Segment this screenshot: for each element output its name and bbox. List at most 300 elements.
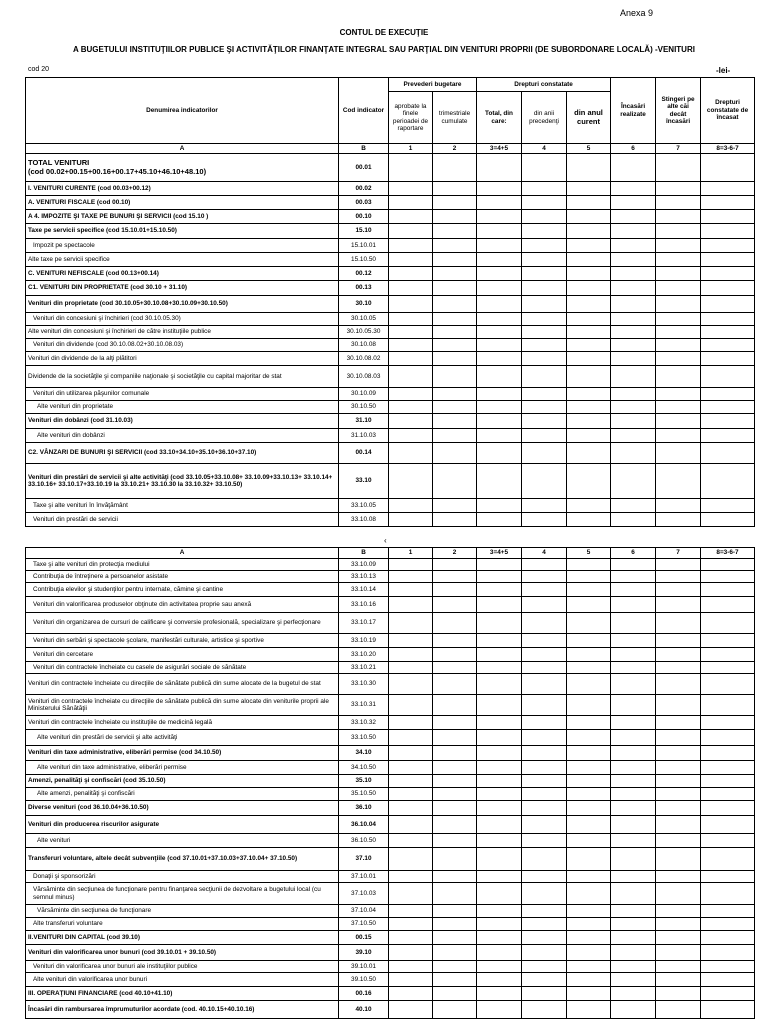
value-cell [567,388,611,401]
indicator-code: 00.13 [339,281,389,296]
value-cell [389,634,433,648]
table-row [26,613,755,634]
indicator-code: 37.10 [339,848,389,871]
table-row [26,931,755,945]
col-header-drepturi: Drepturi constatate [477,78,611,92]
value-cell [567,871,611,883]
value-cell [701,931,755,945]
value-cell [567,339,611,352]
value-cell [611,559,656,571]
value-cell [433,834,477,848]
value-cell [522,648,567,662]
value-cell [567,464,611,499]
value-cell [433,987,477,1001]
value-cell [389,267,433,281]
value-cell [389,905,433,918]
value-cell [567,597,611,613]
value-cell [433,905,477,918]
value-cell [522,775,567,788]
value-cell [522,1001,567,1019]
table-row [26,443,755,464]
value-cell [477,571,522,583]
value-cell [656,871,701,883]
value-cell [522,597,567,613]
indicator-code: 37.10.03 [339,883,389,905]
value-cell [611,281,656,296]
value-cell [522,154,567,182]
t2-col-number: A [26,548,339,559]
value-cell [389,443,433,464]
indicator-name: A 4. IMPOZITE ŞI TAXE PE BUNURI ŞI SERVICII (cod 15.10 ) [26,210,339,224]
indicator-code: 40.10 [339,1001,389,1019]
indicator-code: 33.10.17 [339,613,389,634]
value-cell [522,513,567,527]
value-cell [611,761,656,775]
table-row [26,761,755,775]
indicator-name: Vărsăminte din secţiunea de funcţionare [26,905,339,918]
col-header-cod: Cod indicator [339,78,389,144]
indicator-code: 30.10.05.30 [339,326,389,339]
value-cell [611,816,656,834]
indicator-name: Venituri din utilizarea păşunilor comunale [26,388,339,401]
table-row [26,674,755,695]
value-cell [522,313,567,326]
table-row [26,388,755,401]
value-cell [656,313,701,326]
value-cell [567,1001,611,1019]
table-row [26,918,755,931]
value-cell [656,945,701,961]
value-cell [522,281,567,296]
value-cell [567,761,611,775]
value-cell [701,313,755,326]
value-cell [477,945,522,961]
value-cell [611,775,656,788]
table-row [26,662,755,674]
table-row [26,313,755,326]
indicator-name: III. OPERAŢIUNI FINANCIARE (cod 40.10+41.10) [26,987,339,1001]
annex-label: Anexa 9 [620,8,654,18]
value-cell [701,182,755,196]
value-cell [701,918,755,931]
value-cell [389,239,433,253]
indicator-code: 31.10.03 [339,429,389,443]
value-cell [477,196,522,210]
value-cell [389,154,433,182]
value-cell [522,848,567,871]
value-cell [611,801,656,816]
table-row [26,987,755,1001]
value-cell [611,326,656,339]
indicator-name: Alte amenzi, penalităţi şi confiscări [26,788,339,801]
value-cell [522,634,567,648]
value-cell [611,674,656,695]
value-cell [433,414,477,429]
value-cell [611,931,656,945]
value-cell [389,746,433,761]
value-cell [567,613,611,634]
table-row [26,464,755,499]
value-cell [701,210,755,224]
indicator-code: 33.10.32 [339,716,389,730]
value-cell [522,871,567,883]
value-cell [656,695,701,716]
value-cell [477,267,522,281]
value-cell [433,801,477,816]
value-cell [567,253,611,267]
indicator-code: 00.15 [339,931,389,945]
value-cell [389,296,433,313]
value-cell [477,313,522,326]
value-cell [522,730,567,746]
value-cell [389,182,433,196]
value-cell [567,905,611,918]
table-row [26,154,755,182]
indicator-code: 33.10.19 [339,634,389,648]
value-cell [611,253,656,267]
indicator-code: 30.10.50 [339,401,389,414]
value-cell [611,730,656,746]
value-cell [477,597,522,613]
value-cell [567,513,611,527]
value-cell [656,761,701,775]
indicator-code: 39.10 [339,945,389,961]
value-cell [477,414,522,429]
value-cell [477,352,522,366]
indicator-code: 33.10.16 [339,597,389,613]
indicator-name: Venituri din contractele încheiate cu direcţiile de sănătate publică din sume alocate din veniturile proprii ale Ministerului Sănătăţii [26,695,339,716]
value-cell [477,464,522,499]
value-cell [433,196,477,210]
value-cell [656,401,701,414]
table-row [26,366,755,388]
indicator-name: Alte venituri din prestări de servicii şi alte activităţi [26,730,339,746]
table-row [26,716,755,730]
value-cell [611,339,656,352]
indicator-code: 33.10.20 [339,648,389,662]
value-cell [522,224,567,239]
value-cell [611,388,656,401]
value-cell [477,674,522,695]
value-cell [522,987,567,1001]
value-cell [656,326,701,339]
value-cell [611,871,656,883]
value-cell [389,945,433,961]
t1-col-number: 7 [656,144,701,154]
indicator-code: 33.10.21 [339,662,389,674]
value-cell [656,571,701,583]
value-cell [389,414,433,429]
value-cell [611,196,656,210]
t2-col-number: 2 [433,548,477,559]
indicator-code: 33.10.31 [339,695,389,716]
value-cell [611,918,656,931]
value-cell [389,339,433,352]
col-header-total: Total, din care: [477,92,522,144]
value-cell [433,388,477,401]
value-cell [389,571,433,583]
value-cell [567,918,611,931]
value-cell [567,281,611,296]
value-cell [701,634,755,648]
value-cell [433,513,477,527]
value-cell [389,648,433,662]
value-cell [611,634,656,648]
value-cell [656,848,701,871]
value-cell [522,196,567,210]
value-cell [701,583,755,597]
value-cell [701,352,755,366]
value-cell [656,182,701,196]
indicator-code: 36.10.04 [339,816,389,834]
value-cell [433,597,477,613]
value-cell [477,239,522,253]
value-cell [611,662,656,674]
value-cell [477,443,522,464]
value-cell [656,788,701,801]
indicator-code: 30.10.08.02 [339,352,389,366]
value-cell [656,961,701,973]
value-cell [656,634,701,648]
value-cell [433,339,477,352]
indicator-code: 39.10.50 [339,973,389,987]
value-cell [656,746,701,761]
t2-col-number: 5 [567,548,611,559]
indicator-name: C1. VENITURI DIN PROPRIETATE (cod 30.10 + 31.10) [26,281,339,296]
value-cell [433,559,477,571]
table-row [26,973,755,987]
value-cell [701,801,755,816]
value-cell [567,987,611,1001]
value-cell [656,154,701,182]
indicator-name: TOTAL VENITURI (cod 00.02+00.15+00.16+00.17+45.10+46.10+48.10) [26,154,339,182]
indicator-name: Donaţii şi sponsorizări [26,871,339,883]
indicator-name: Taxe şi alte venituri în învăţământ [26,499,339,513]
value-cell [389,464,433,499]
value-cell [389,224,433,239]
value-cell [611,695,656,716]
value-cell [611,401,656,414]
value-cell [567,730,611,746]
indicator-name: Alte venituri din valorificarea unor bunuri [26,973,339,987]
value-cell [389,210,433,224]
value-cell [656,196,701,210]
value-cell [656,883,701,905]
indicator-name: Venituri din serbări şi spectacole şcolare, manifestări culturale, artistice şi sportive [26,634,339,648]
value-cell [567,499,611,513]
table-row [26,571,755,583]
value-cell [477,366,522,388]
table-row [26,597,755,613]
value-cell [701,597,755,613]
value-cell [433,662,477,674]
t1-col-number: B [339,144,389,154]
value-cell [611,613,656,634]
value-cell [656,674,701,695]
table-row [26,775,755,788]
value-cell [477,905,522,918]
value-cell [656,366,701,388]
value-cell [477,761,522,775]
table-row [26,210,755,224]
col-header-trimestriale: trimestriale cumulate [433,92,477,144]
value-cell [433,366,477,388]
value-cell [522,961,567,973]
indicator-name: C2. VÂNZARI DE BUNURI ŞI SERVICII (cod 33.10+34.10+35.10+36.10+37.10) [26,443,339,464]
value-cell [701,662,755,674]
value-cell [611,464,656,499]
indicator-code: 30.10 [339,296,389,313]
value-cell [433,499,477,513]
value-cell [389,326,433,339]
t1-col-number: 1 [389,144,433,154]
table-row [26,352,755,366]
value-cell [433,239,477,253]
indicator-name: II.VENITURI DIN CAPITAL (cod 39.10) [26,931,339,945]
value-cell [433,267,477,281]
value-cell [701,761,755,775]
value-cell [522,388,567,401]
value-cell [567,801,611,816]
value-cell [389,775,433,788]
value-cell [477,583,522,597]
value-cell [522,366,567,388]
value-cell [701,648,755,662]
indicator-name: Taxe pe servicii specifice (cod 15.10.01+15.10.50) [26,224,339,239]
value-cell [611,1001,656,1019]
table-row [26,224,755,239]
value-cell [477,662,522,674]
table-row [26,429,755,443]
indicator-name: Alte venituri din dobânzi [26,429,339,443]
value-cell [567,429,611,443]
value-cell [611,583,656,597]
value-cell [522,883,567,905]
value-cell [522,788,567,801]
value-cell [701,414,755,429]
value-cell [522,559,567,571]
revenue-table-part1 [25,77,755,527]
value-cell [656,352,701,366]
value-cell [567,662,611,674]
value-cell [389,801,433,816]
indicator-name: Venituri din taxe administrative, eliberări permise (cod 34.10.50) [26,746,339,761]
indicator-code: 00.03 [339,196,389,210]
indicator-name: Venituri din concesiuni şi închirieri (cod 30.10.05.30) [26,313,339,326]
indicator-code: 33.10 [339,464,389,499]
value-cell [433,716,477,730]
value-cell [567,834,611,848]
value-cell [433,296,477,313]
value-cell [477,388,522,401]
value-cell [656,987,701,1001]
value-cell [701,267,755,281]
value-cell [611,296,656,313]
value-cell [433,730,477,746]
page-separator: ‹ [384,536,387,545]
value-cell [567,210,611,224]
col-header-stingeri: Stingeri pe alte căi decât încasări [656,78,701,144]
value-cell [701,905,755,918]
value-cell [656,464,701,499]
indicator-code: 30.10.08.03 [339,366,389,388]
value-cell [611,945,656,961]
value-cell [701,366,755,388]
value-cell [701,613,755,634]
value-cell [701,695,755,716]
value-cell [701,674,755,695]
value-cell [567,239,611,253]
value-cell [656,559,701,571]
value-cell [701,871,755,883]
value-cell [522,918,567,931]
value-cell [611,429,656,443]
table-row [26,196,755,210]
col-header-an-curent: din anul curent [567,92,611,144]
value-cell [389,401,433,414]
value-cell [433,583,477,597]
table-row [26,253,755,267]
value-cell [567,182,611,196]
value-cell [656,973,701,987]
indicator-code: 33.10.50 [339,730,389,746]
indicator-code: 33.10.13 [339,571,389,583]
value-cell [389,196,433,210]
value-cell [611,973,656,987]
indicator-code: 15.10.50 [339,253,389,267]
value-cell [701,281,755,296]
indicator-code: 31.10 [339,414,389,429]
value-cell [433,746,477,761]
indicator-name: Alte venituri [26,834,339,848]
indicator-name: Alte venituri din proprietate [26,401,339,414]
value-cell [433,464,477,499]
value-cell [477,987,522,1001]
table-row [26,1001,755,1019]
value-cell [567,196,611,210]
t2-col-number: 1 [389,548,433,559]
value-cell [611,313,656,326]
value-cell [433,961,477,973]
value-cell [389,961,433,973]
value-cell [522,613,567,634]
value-cell [522,210,567,224]
value-cell [433,883,477,905]
value-cell [701,1001,755,1019]
value-cell [611,716,656,730]
value-cell [567,961,611,973]
value-cell [656,339,701,352]
indicator-name: Contribuţia elevilor şi studenţilor pentru internate, cămine şi cantine [26,583,339,597]
value-cell [389,918,433,931]
value-cell [477,775,522,788]
value-cell [433,443,477,464]
value-cell [433,761,477,775]
value-cell [611,834,656,848]
table-row [26,816,755,834]
value-cell [656,648,701,662]
value-cell [567,716,611,730]
col-header-incasari: Încasări realizate [611,78,656,144]
value-cell [477,339,522,352]
value-cell [477,253,522,267]
value-cell [477,746,522,761]
value-cell [389,1001,433,1019]
value-cell [433,224,477,239]
revenue-table-part2 [25,547,755,1019]
value-cell [567,366,611,388]
value-cell [522,571,567,583]
